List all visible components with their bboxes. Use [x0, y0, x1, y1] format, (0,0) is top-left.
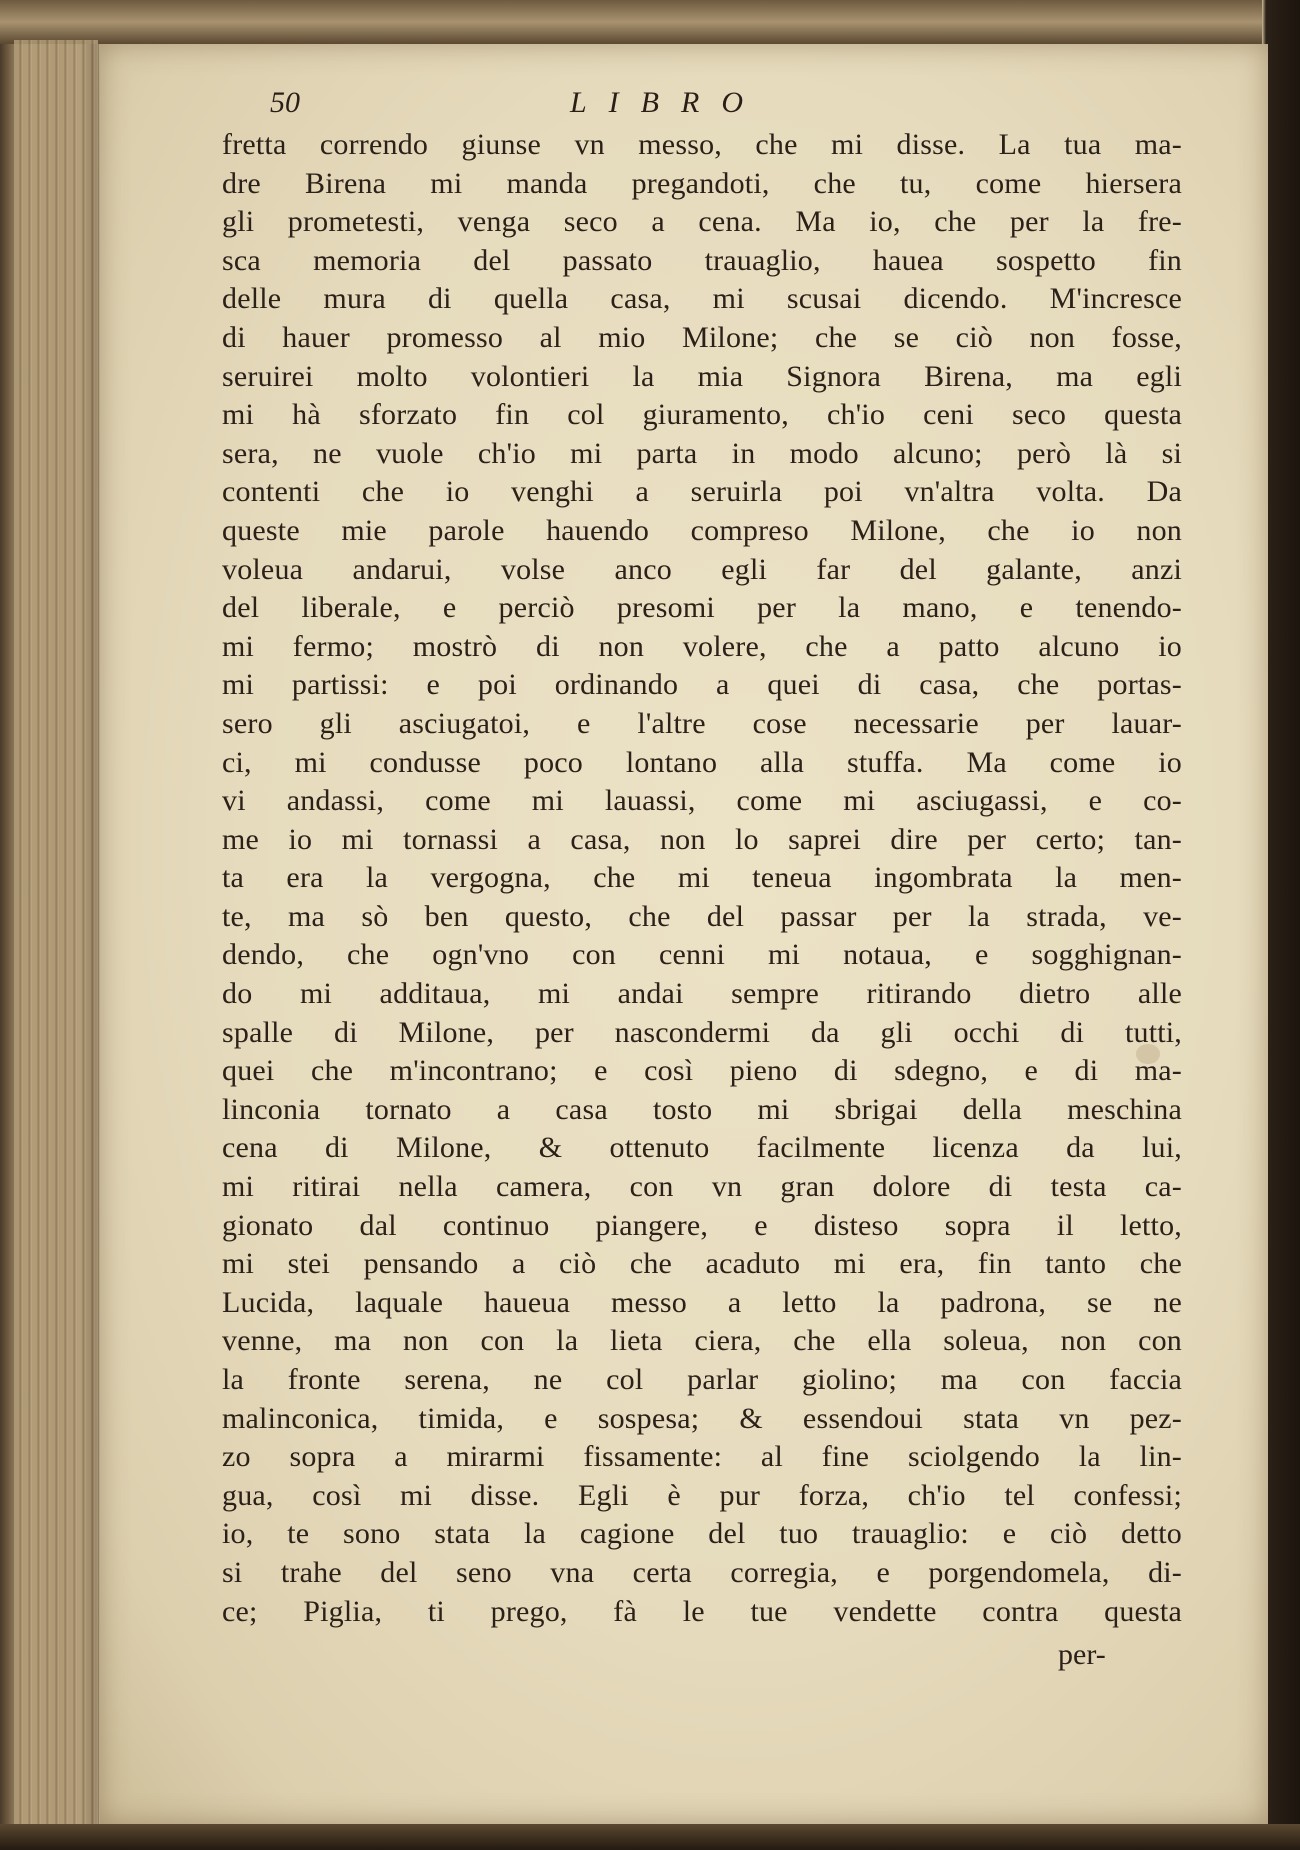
catchword: per-: [1058, 1638, 1106, 1671]
top-book-edge: [0, 0, 1300, 44]
text-line: spalle di Milone, per nascondermi da gli occhi di tutti,: [222, 1015, 1182, 1049]
text-line: venne, ma non con la lieta ciera, che ella soleua, non con: [222, 1324, 1182, 1358]
text-line: sero gli asciugatoi, e l'altre cose necessarie per lauar-: [222, 706, 1182, 740]
text-line: dre Birena mi manda pregandoti, che tu, come hiersera: [222, 166, 1182, 200]
text-line: mi partissi: e poi ordinando a quei di casa, che portas-: [222, 668, 1182, 702]
text-line: mi ritirai nella camera, con vn gran dolore di testa ca-: [222, 1170, 1182, 1204]
left-page-edges: [14, 40, 98, 1830]
text-line: mi hà sforzato fin col giuramento, ch'io ceni seco questa: [222, 398, 1182, 432]
text-line: si trahe del seno vna certa corregia, e porgendomela, di-: [222, 1555, 1182, 1589]
page-number: 50: [270, 86, 300, 119]
body-text: [222, 126, 1182, 1631]
text-line: linconia tornato a casa tosto mi sbrigai della meschina: [222, 1092, 1182, 1126]
text-line: mi stei pensando a ciò che acaduto mi era, fin tanto che: [222, 1247, 1182, 1281]
text-line: seruirei molto volontieri la mia Signora Birena, ma egli: [222, 359, 1182, 393]
text-line: io, te sono stata la cagione del tuo trauaglio: e ciò detto: [222, 1517, 1182, 1551]
text-line: fretta correndo giunse vn messo, che mi disse. La tua ma-: [222, 128, 1182, 161]
text-line: la fronte serena, ne col parlar giolino; ma con faccia: [222, 1363, 1182, 1396]
text-line: gli prometesti, venga seco a cena. Ma io, che per la fre-: [222, 205, 1182, 239]
text-line: dendo, che ogn'vno con cenni mi notaua, e sogghignan-: [222, 938, 1182, 972]
text-line: del liberale, e perciò presomi per la mano, e tenendo-: [222, 591, 1182, 625]
text-line: ci, mi condusse poco lontano alla stuffa. Ma come io: [222, 745, 1182, 779]
text-line: vi andassi, come mi lauassi, come mi asciugassi, e co-: [222, 784, 1182, 818]
text-line: contenti che io venghi a seruirla poi vn'altra volta. Da: [222, 475, 1182, 509]
text-line: me io mi tornassi a casa, non lo saprei dire per certo; tan-: [222, 822, 1182, 856]
text-line: di hauer promesso al mio Milone; che se ciò non fosse,: [222, 320, 1182, 354]
page-header: [270, 86, 1190, 126]
text-line: sera, ne vuole ch'io mi parta in modo alcuno; però là si: [222, 436, 1182, 470]
running-head: LIBRO: [570, 86, 765, 119]
text-line: cena di Milone, & ottenuto facilmente licenza da lui,: [222, 1131, 1182, 1165]
text-line: zo sopra a mirarmi fissamente: al fine sciolgendo la lin-: [222, 1440, 1182, 1474]
text-line: Lucida, laquale haueua messo a letto la padrona, se ne: [222, 1285, 1182, 1319]
text-line: sca memoria del passato trauaglio, hauea sospetto fin: [222, 243, 1182, 277]
text-line: delle mura di quella casa, mi scusai dicendo. M'incresce: [222, 282, 1182, 316]
text-line: do mi additaua, mi andai sempre ritirando dietro alle: [222, 977, 1182, 1011]
text-line: mi fermo; mostrò di non volere, che a patto alcuno io: [222, 629, 1182, 663]
text-line: te, ma sò ben questo, che del passar per la strada, ve-: [222, 899, 1182, 933]
text-line: voleua andarui, volse anco egli far del galante, anzi: [222, 552, 1182, 586]
text-line: ta era la vergogna, che mi teneua ingombrata la men-: [222, 861, 1182, 895]
bottom-book-edge: [0, 1824, 1300, 1850]
text-line: quei che m'incontrano; e così pieno di sdegno, e di ma-: [222, 1054, 1182, 1088]
text-line: gua, così mi disse. Egli è pur forza, ch'io tel confessi;: [222, 1478, 1182, 1512]
text-line: gionato dal continuo piangere, e disteso sopra il letto,: [222, 1208, 1182, 1242]
text-line: ce; Piglia, ti prego, fà le tue vendette contra questa: [222, 1594, 1182, 1628]
text-line: malinconica, timida, e sospesa; & essendoui stata vn pez-: [222, 1401, 1182, 1435]
text-line: queste mie parole hauendo compreso Milone, che io non: [222, 513, 1182, 547]
